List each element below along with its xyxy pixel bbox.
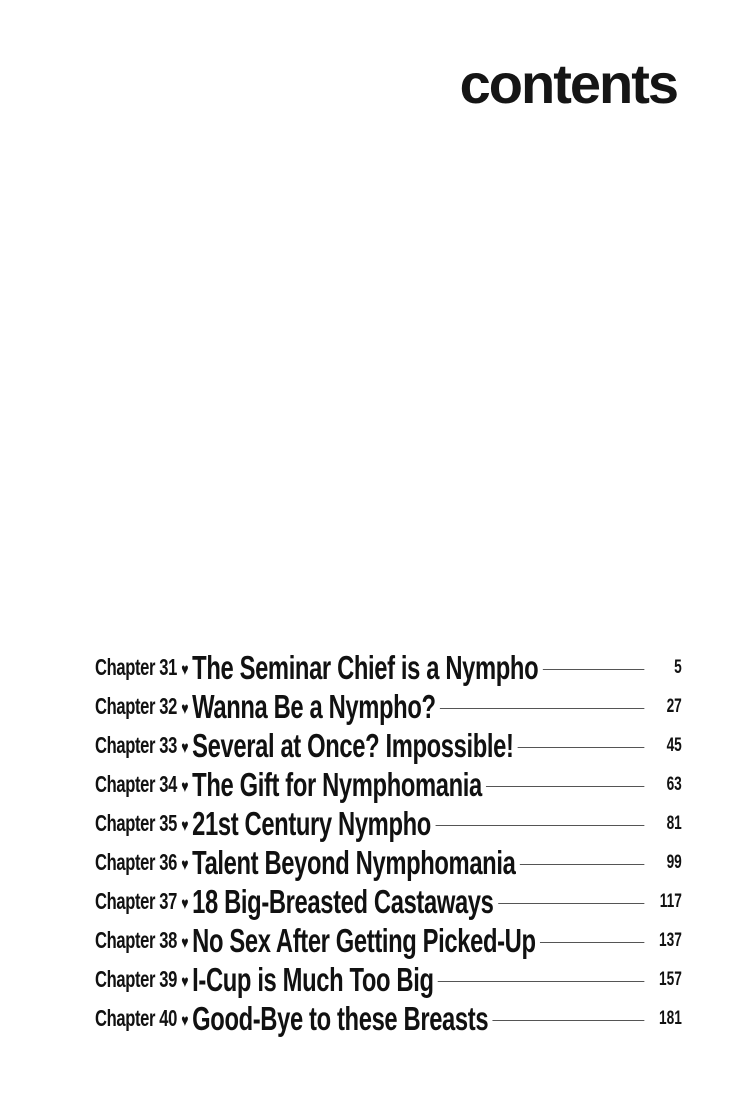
leader-line [540, 942, 644, 943]
toc-entry[interactable] [95, 726, 682, 765]
heart-icon: ♥ [181, 854, 189, 874]
table-of-contents [95, 648, 682, 1038]
chapter-title: No Sex After Getting Picked-Up [192, 921, 536, 959]
heart-icon: ♥ [181, 776, 189, 796]
heart-icon: ♥ [181, 815, 189, 835]
page-number: 117 [659, 890, 682, 912]
leader-line [440, 708, 644, 709]
heart-icon: ♥ [181, 659, 189, 679]
toc-entry[interactable] [95, 999, 682, 1038]
leader-line [518, 747, 644, 748]
page-number: 27 [666, 695, 682, 717]
chapter-label: Chapter 34 [95, 771, 177, 797]
chapter-label: Chapter 40 [95, 1005, 177, 1031]
page-number: 45 [666, 734, 682, 756]
chapter-title: Talent Beyond Nymphomania [192, 843, 516, 881]
toc-entry[interactable] [95, 843, 682, 882]
leader-line [498, 903, 645, 904]
chapter-label: Chapter 32 [95, 693, 177, 719]
chapter-label: Chapter 38 [95, 927, 177, 953]
leader-line [520, 864, 645, 865]
chapter-label: Chapter 39 [95, 966, 177, 992]
heart-icon: ♥ [181, 971, 189, 991]
heart-icon: ♥ [181, 698, 189, 718]
chapter-label: Chapter 36 [95, 849, 177, 875]
chapter-title: 18 Big-Breasted Castaways [192, 882, 494, 920]
chapter-title: Several at Once? Impossible! [192, 726, 514, 764]
page-number: 99 [666, 851, 682, 873]
toc-entry[interactable] [95, 921, 682, 960]
page-number: 181 [658, 1007, 682, 1029]
leader-line [438, 981, 644, 982]
toc-entry[interactable] [95, 765, 682, 804]
chapter-title: Good-Bye to these Breasts [192, 999, 489, 1037]
chapter-label: Chapter 33 [95, 732, 177, 758]
chapter-title: I-Cup is Much Too Big [192, 960, 434, 998]
chapter-title: The Seminar Chief is a Nympho [192, 648, 539, 686]
leader-line [435, 825, 644, 826]
page-title: contents [459, 52, 677, 115]
heart-icon: ♥ [181, 893, 189, 913]
chapter-title: 21st Century Nympho [192, 804, 431, 842]
chapter-label: Chapter 37 [95, 888, 177, 914]
toc-entry[interactable] [95, 648, 682, 687]
leader-line [492, 1020, 644, 1021]
chapter-label: Chapter 31 [95, 654, 177, 680]
leader-line [543, 669, 645, 670]
page-number: 81 [666, 812, 682, 834]
heart-icon: ♥ [181, 1010, 189, 1030]
chapter-title: The Gift for Nymphomania [192, 765, 482, 803]
toc-entry[interactable] [95, 804, 682, 843]
toc-entry[interactable] [95, 882, 682, 921]
heart-icon: ♥ [181, 737, 189, 757]
page-number: 5 [674, 656, 682, 678]
leader-line [486, 786, 644, 787]
chapter-title: Wanna Be a Nympho? [192, 687, 436, 725]
page-number: 63 [666, 773, 682, 795]
page-number: 157 [658, 968, 682, 990]
chapter-label: Chapter 35 [95, 810, 177, 836]
page-number: 137 [658, 929, 682, 951]
heart-icon: ♥ [181, 932, 189, 952]
toc-entry[interactable] [95, 687, 682, 726]
toc-entry[interactable] [95, 960, 682, 999]
